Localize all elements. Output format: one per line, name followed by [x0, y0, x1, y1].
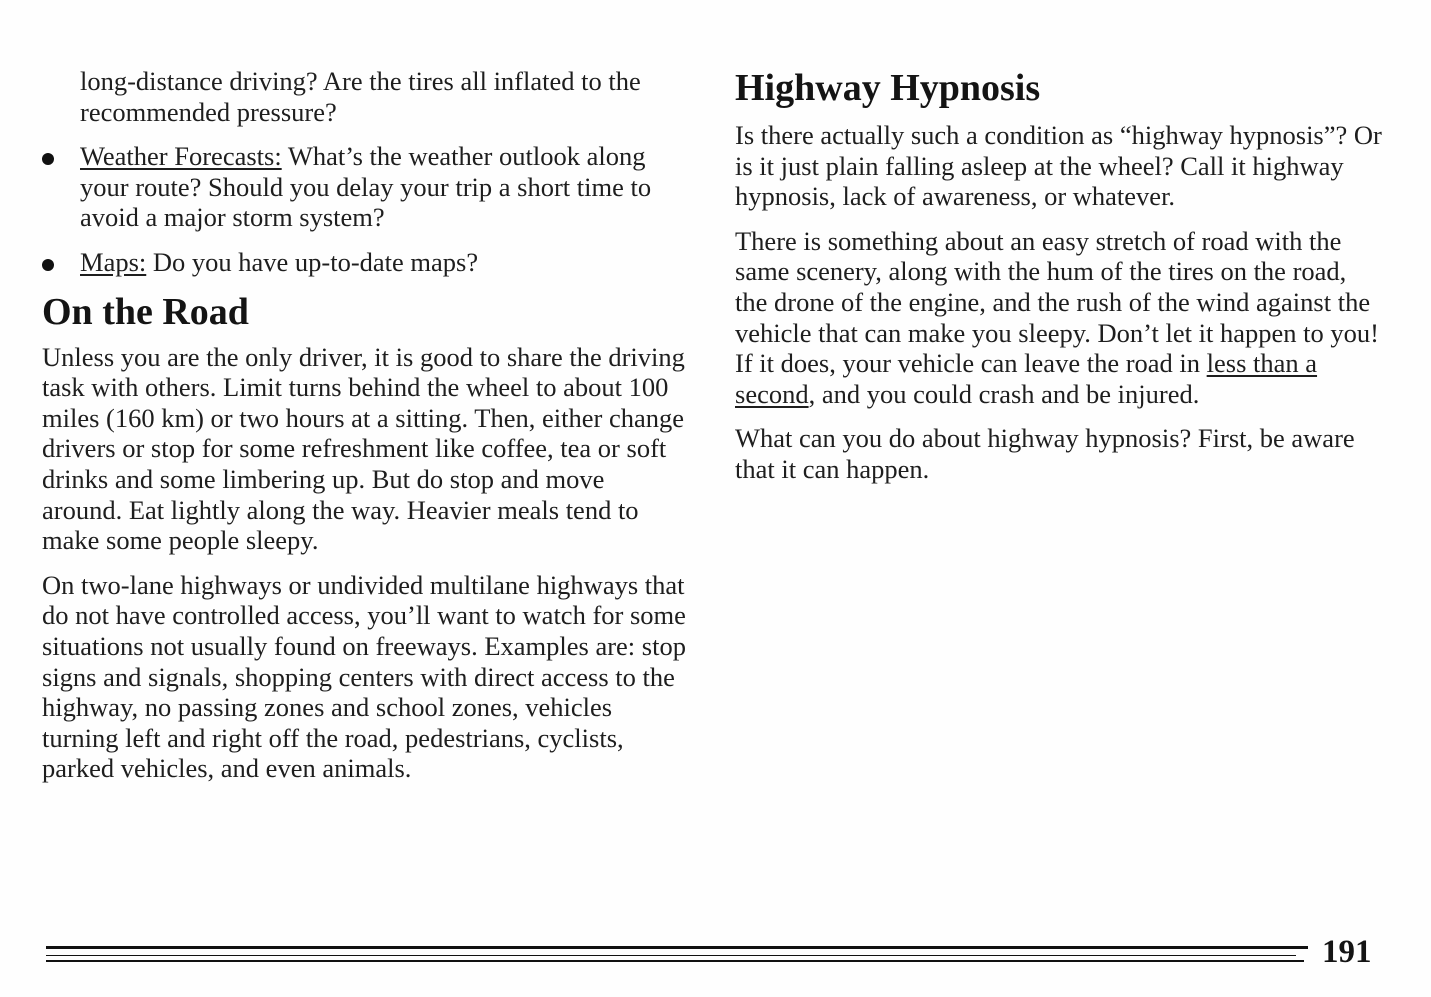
emphasis-text: less than a second — [735, 348, 1318, 409]
paragraph-hypnosis-definition: Is there actually such a condition as “highway hypnosis”? Or is it just plain falling asleep at the wheel? Call it highway hypnosis, lack of awareness, or whatever. — [735, 120, 1382, 212]
paragraph-two-lane-highways: On two-lane highways or undivided multilane highways that do not have controlled access, you’ll want to watch for some situations not usually found on freeways. Examples are: stop signs and signals, shopping centers with direct access to the highway, no passing zones and school zones, vehicles turning left and right off the road, pedestrians, cyclists, parked vehicles, and even animals. — [42, 569, 686, 784]
bullet-icon — [42, 153, 54, 165]
footer-rule — [46, 960, 1304, 962]
bullet-label: Maps: — [80, 246, 147, 277]
footer-rule — [46, 955, 1296, 956]
bullet-weather-forecasts — [42, 141, 690, 233]
footer-rule — [46, 946, 1308, 949]
section-title-highway-hypnosis: Highway Hypnosis — [735, 67, 1041, 109]
continuation-text: long-distance driving? Are the tires all inflated to the recommended pressure? — [80, 66, 641, 127]
paragraph-share-driving: Unless you are the only driver, it is good to share the driving task with others. Limit turns behind the wheel to about 100 miles (160 km) or two hours at a sitting. Then, either change drivers or stop for some refreshment like coffee, tea or soft drinks and some limbering up. But do stop and move around. Eat lightly along the way. Heavier meals tend to make some people sleepy. — [42, 341, 685, 556]
left-column — [42, 66, 690, 784]
paragraph-text: There is something about an easy stretch of road with the same scenery, along with the hum of the tires on the road, the drone of the engine, and the rush of the wind against the vehicle that can make you sleepy. Don’t let it happen to you! If it does, your vehicle can leave the road in — [735, 225, 1379, 379]
bullet-text: What’s the weather outlook along your route? Should you delay your trip a short time to avoid a major storm system? — [80, 141, 652, 233]
right-column — [735, 66, 1385, 485]
section-title-on-the-road: On the Road — [42, 290, 249, 333]
bullet-icon — [42, 259, 54, 271]
page-number: 191 — [1322, 934, 1372, 970]
paragraph-text: , and you could crash and be injured. — [808, 378, 1200, 409]
bullet-text: Do you have up-to-date maps? — [146, 246, 479, 277]
paragraph-sleepy-road — [735, 226, 1385, 410]
paragraph-what-to-do: What can you do about highway hypnosis? First, be aware that it can happen. — [735, 423, 1355, 484]
bullet-maps — [42, 247, 690, 278]
bullet-label: Weather Forecasts: — [80, 141, 282, 172]
